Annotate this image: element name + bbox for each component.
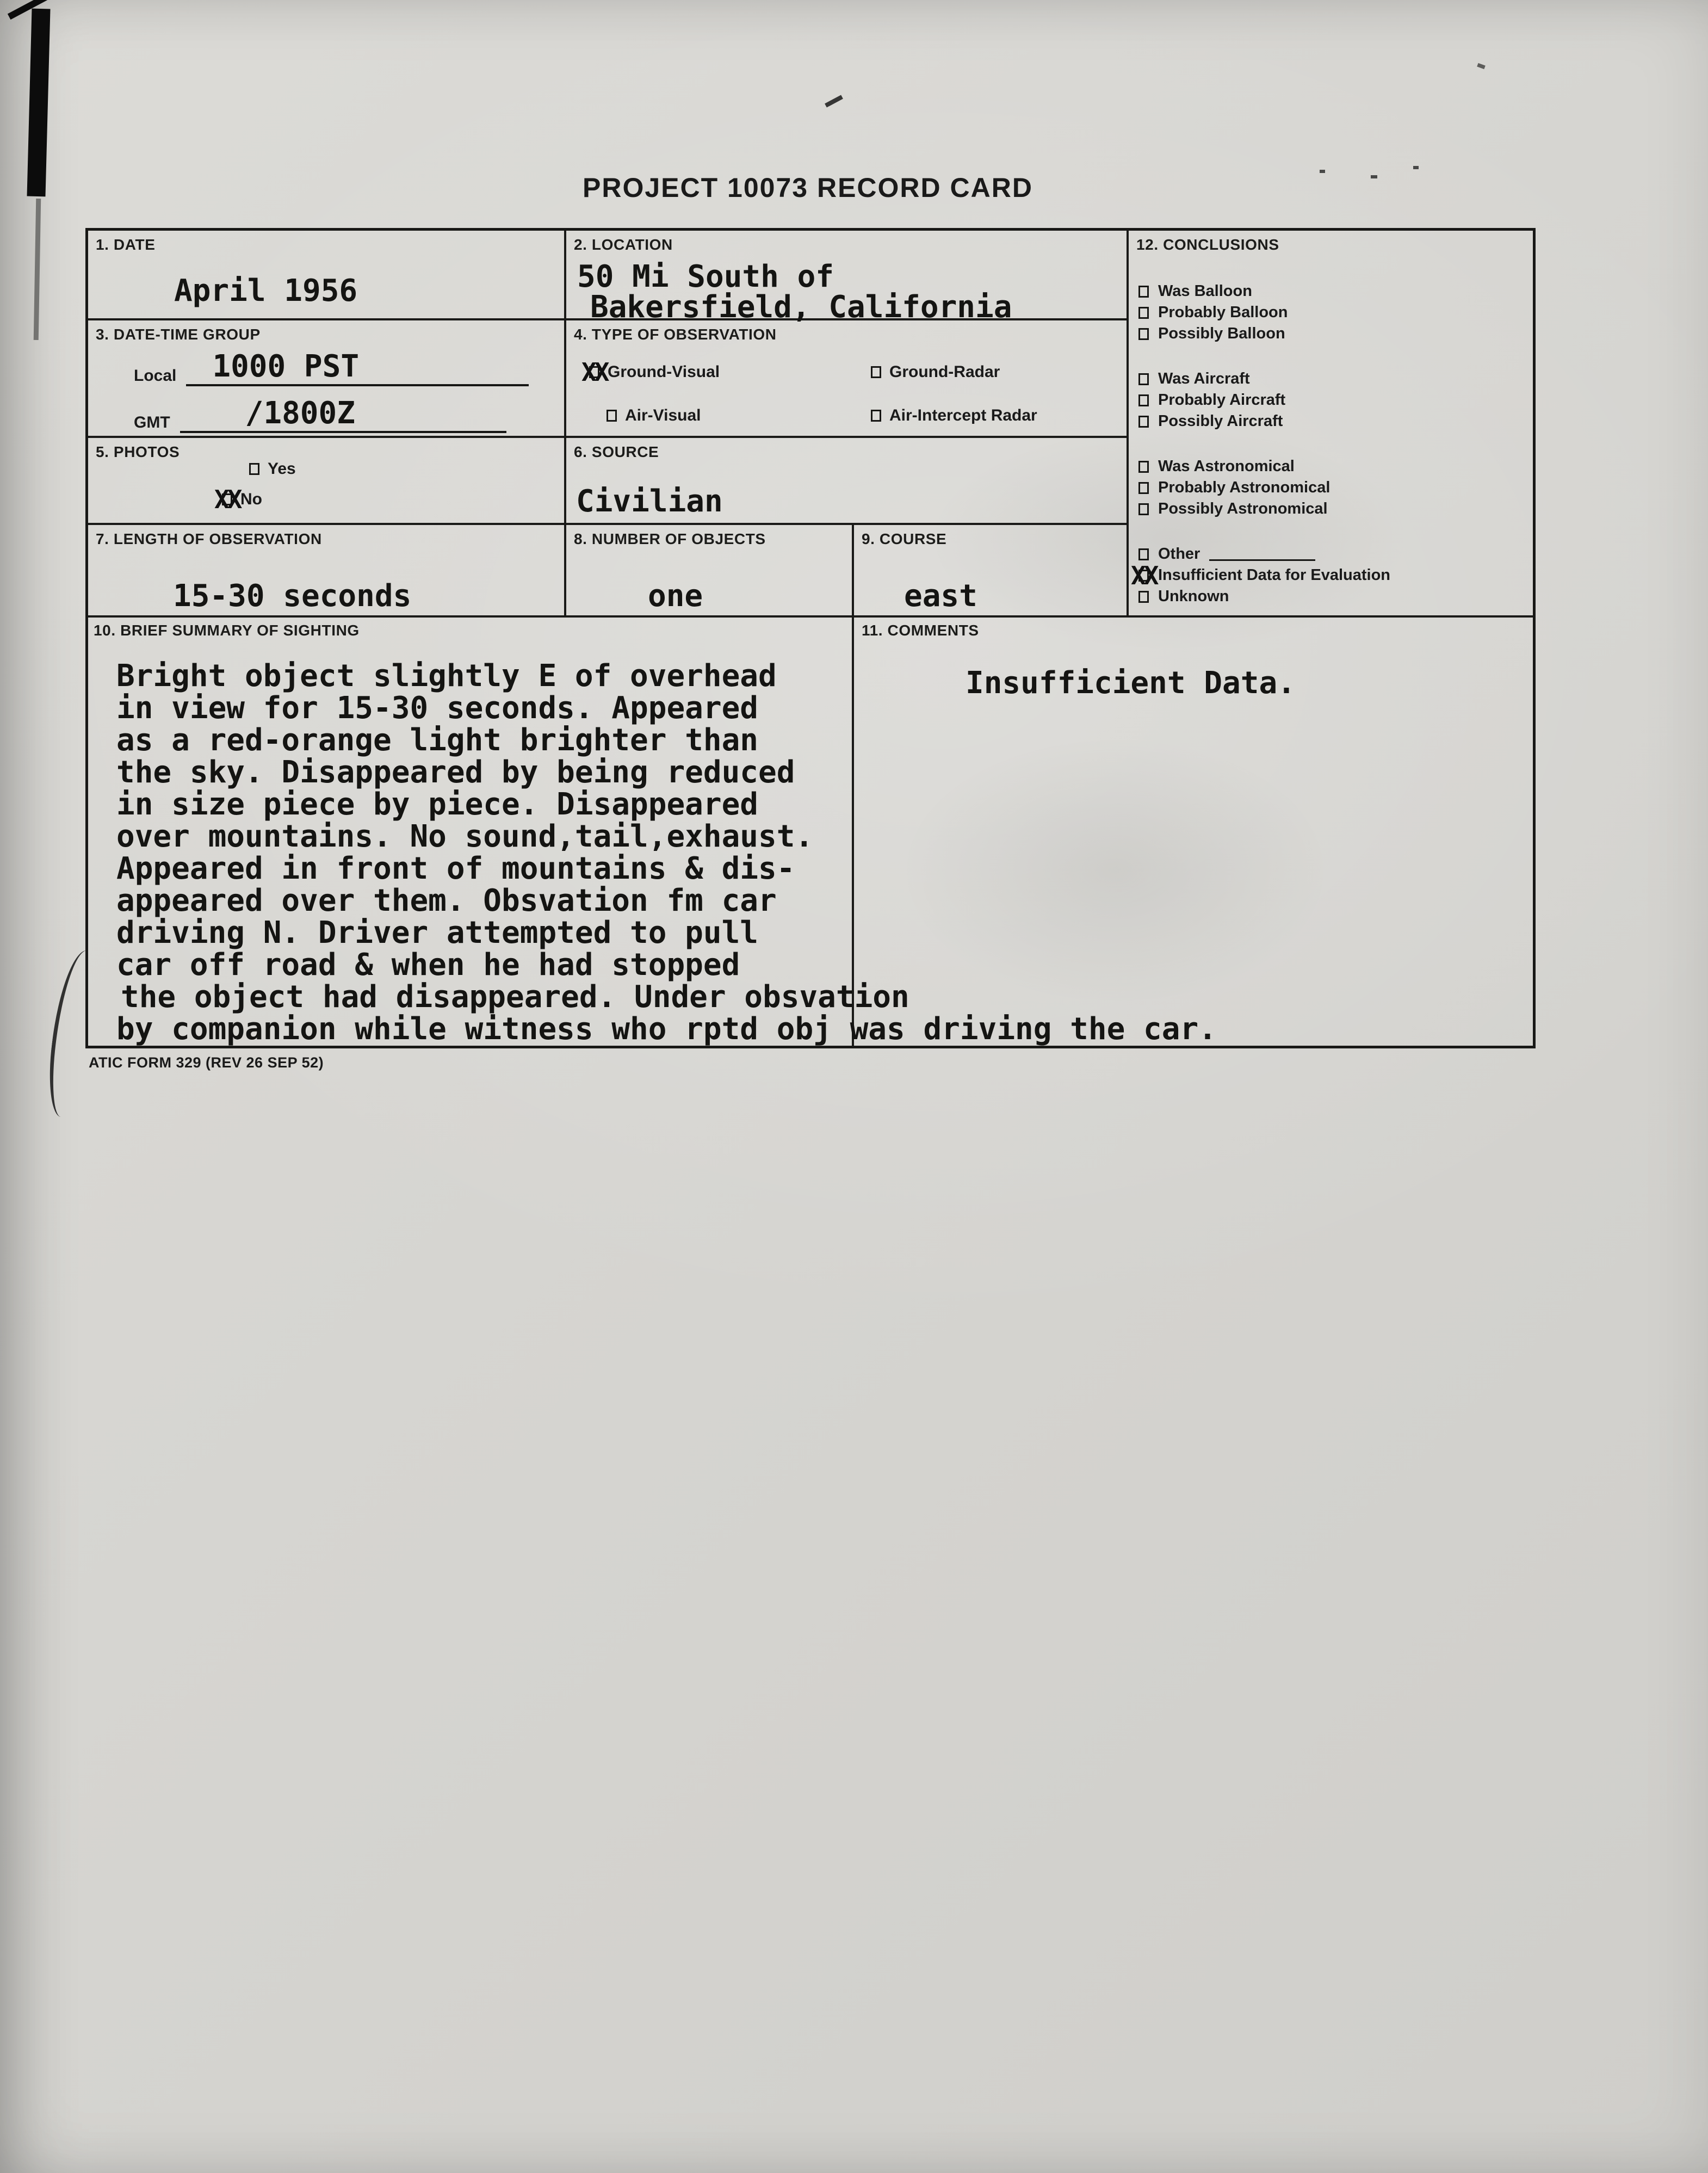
summary-line: in size piece by piece. Disappeared xyxy=(116,787,759,822)
number-of-objects-value: one xyxy=(648,578,703,614)
option-photos-no xyxy=(214,485,262,514)
local-time-row xyxy=(134,349,529,386)
conclusion-label: Possibly Balloon xyxy=(1158,325,1285,342)
checkbox-icon xyxy=(1138,286,1149,298)
location-value-line2: Bakersfield, California xyxy=(590,289,1012,325)
brief-summary-label: 10. BRIEF SUMMARY OF SIGHTING xyxy=(94,622,360,639)
summary-line: Appeared in front of mountains & dis- xyxy=(116,851,795,886)
conclusion-label: Probably Astronomical xyxy=(1158,479,1330,496)
conclusion-item xyxy=(1138,281,1390,302)
checkbox-icon xyxy=(1138,591,1149,603)
conclusions-group-astronomical xyxy=(1138,456,1390,520)
conclusions-group-aircraft xyxy=(1138,368,1390,432)
photos-yes-label: Yes xyxy=(268,460,296,478)
conclusion-label: Other xyxy=(1158,545,1200,563)
gmt-label: GMT xyxy=(134,413,170,431)
scan-artifact xyxy=(1477,63,1486,69)
date-time-group-label: 3. DATE-TIME GROUP xyxy=(96,326,261,343)
scan-artifact xyxy=(1413,166,1419,169)
page-title: PROJECT 10073 RECORD CARD xyxy=(583,172,1033,203)
cell-date xyxy=(88,231,566,320)
checkbox-icon xyxy=(607,410,617,422)
course-value: east xyxy=(904,578,977,614)
gmt-time-row xyxy=(134,396,506,433)
form-number: ATIC FORM 329 (REV 26 SEP 52) xyxy=(89,1054,324,1071)
conclusion-label: Possibly Astronomical xyxy=(1158,500,1328,517)
photos-no-checkbox xyxy=(214,485,240,514)
conclusion-item xyxy=(1138,323,1390,344)
photos-label: 5. PHOTOS xyxy=(96,443,180,460)
conclusion-label: Was Aircraft xyxy=(1158,370,1250,387)
source-label: 6. SOURCE xyxy=(574,443,659,460)
conclusion-item-other xyxy=(1138,544,1390,565)
air-visual-label: Air-Visual xyxy=(625,406,701,424)
cell-comments xyxy=(854,618,1533,1046)
cell-course xyxy=(854,525,1129,618)
typed-x-mark: XX xyxy=(214,485,240,514)
checkbox-icon xyxy=(1138,416,1149,428)
checkbox-icon xyxy=(871,366,881,378)
checkbox-icon xyxy=(1138,503,1149,515)
source-value: Civilian xyxy=(576,484,723,519)
option-air-intercept-radar xyxy=(871,406,1037,425)
conclusion-item xyxy=(1138,368,1390,390)
summary-line: over mountains. No sound,tail,exhaust. xyxy=(116,819,814,854)
conclusion-item xyxy=(1138,411,1390,432)
record-card xyxy=(85,228,1536,1048)
local-label: Local xyxy=(134,367,177,385)
conclusion-item xyxy=(1138,586,1390,607)
summary-line: the sky. Disappeared by being reduced xyxy=(116,755,795,790)
date-value: April 1956 xyxy=(174,273,358,308)
checkbox-icon xyxy=(1138,548,1149,560)
photos-no-label: No xyxy=(240,490,262,508)
cell-location xyxy=(566,231,1129,325)
gmt-time-field xyxy=(180,396,506,433)
gmt-time-value: /1800Z xyxy=(245,396,355,431)
local-time-value: 1000 PST xyxy=(212,349,360,384)
conclusion-item xyxy=(1138,390,1390,411)
other-fill-line xyxy=(1209,547,1315,561)
type-of-observation-label: 4. TYPE OF OBSERVATION xyxy=(574,326,777,343)
ground-visual-checkbox xyxy=(581,357,608,387)
conclusion-item xyxy=(1138,498,1390,520)
conclusion-label: Probably Balloon xyxy=(1158,304,1288,321)
summary-line: Bright object slightly E of overhead xyxy=(116,658,777,694)
option-ground-radar xyxy=(871,363,1000,381)
checkbox-icon xyxy=(1138,328,1149,340)
conclusions-group-other xyxy=(1131,544,1390,607)
summary-line: in view for 15-30 seconds. Appeared xyxy=(116,690,759,726)
conclusion-label: Unknown xyxy=(1158,588,1229,605)
typed-x-mark: XX xyxy=(581,357,608,387)
conclusion-label: Was Astronomical xyxy=(1158,458,1295,475)
conclusion-label: Was Balloon xyxy=(1158,282,1252,300)
summary-line: by companion while witness who rptd obj was driving the car. xyxy=(116,1011,1217,1047)
summary-line: driving N. Driver attempted to pull xyxy=(116,915,759,950)
number-of-objects-label: 8. NUMBER OF OBJECTS xyxy=(574,530,766,547)
course-label: 9. COURSE xyxy=(862,530,947,547)
checkbox-icon xyxy=(871,410,881,422)
comments-label: 11. COMMENTS xyxy=(862,622,979,639)
summary-line: the object had disappeared. Under obsvation xyxy=(121,979,909,1015)
checkbox-icon xyxy=(1138,373,1149,385)
conclusions-list xyxy=(1131,281,1390,631)
checkbox-icon xyxy=(1138,482,1149,494)
summary-line: appeared over them. Obsvation fm car xyxy=(116,883,777,918)
checkbox-icon xyxy=(1138,461,1149,473)
cell-type-of-observation xyxy=(566,320,1129,438)
option-ground-visual xyxy=(581,357,720,387)
local-time-field xyxy=(186,349,529,386)
conclusion-label: Possibly Aircraft xyxy=(1158,412,1283,430)
insufficient-data-checkbox xyxy=(1131,560,1157,590)
typed-x-mark: XX xyxy=(1131,560,1157,590)
cell-number-of-objects xyxy=(566,525,854,618)
scan-artifact xyxy=(34,199,41,340)
air-intercept-radar-label: Air-Intercept Radar xyxy=(889,406,1037,424)
cell-photos xyxy=(88,438,566,525)
checkbox-icon xyxy=(1138,394,1149,406)
ground-visual-label: Ground-Visual xyxy=(608,363,720,381)
cell-length-of-observation xyxy=(88,525,566,618)
option-air-visual xyxy=(607,406,701,425)
location-value-line1: 50 Mi South of xyxy=(577,259,834,294)
conclusion-item xyxy=(1138,456,1390,477)
cell-date-time-group xyxy=(88,320,566,438)
conclusions-group-balloon xyxy=(1138,281,1390,344)
cell-conclusions xyxy=(1129,231,1533,618)
conclusion-item xyxy=(1138,477,1390,498)
date-label: 1. DATE xyxy=(96,236,156,253)
checkbox-icon xyxy=(249,463,259,475)
ground-radar-label: Ground-Radar xyxy=(889,363,1000,381)
length-of-observation-label: 7. LENGTH OF OBSERVATION xyxy=(96,530,322,547)
conclusion-label: Insufficient Data for Evaluation xyxy=(1158,566,1390,584)
conclusion-item-insufficient-data xyxy=(1131,560,1390,590)
scan-artifact xyxy=(27,9,50,197)
option-photos-yes xyxy=(249,460,296,478)
conclusion-label: Probably Aircraft xyxy=(1158,391,1286,409)
summary-line: car off road & when he had stopped xyxy=(116,947,740,983)
scan-artifact xyxy=(825,95,843,107)
location-label: 2. LOCATION xyxy=(574,236,673,253)
conclusions-label: 12. CONCLUSIONS xyxy=(1136,236,1279,253)
checkbox-icon xyxy=(1138,307,1149,319)
cell-source xyxy=(566,438,1129,525)
length-of-observation-value: 15-30 seconds xyxy=(173,578,412,614)
summary-line: as a red-orange light brighter than xyxy=(116,723,759,758)
comments-value: Insufficient Data. xyxy=(966,665,1296,701)
conclusion-item xyxy=(1138,302,1390,323)
